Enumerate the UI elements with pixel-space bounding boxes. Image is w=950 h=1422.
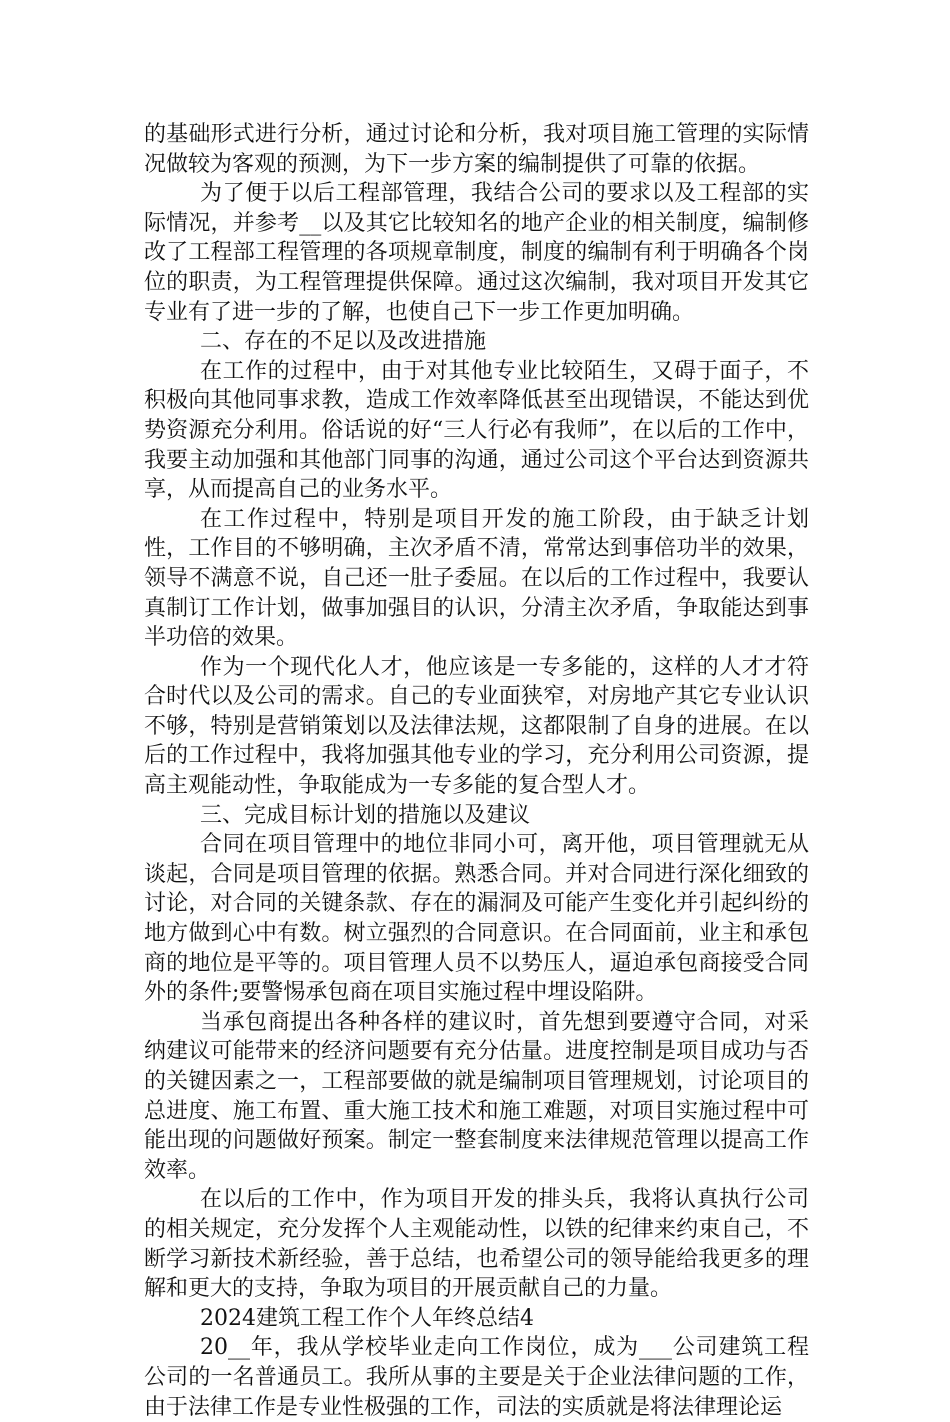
section-heading: 二、存在的不足以及改进措施 [200, 329, 487, 355]
section-title: 2024建筑工程工作个人年终总结4 [200, 1305, 534, 1331]
paragraph: 在工作的过程中，由于对其他专业比较陌生，又碍于面子，不积极向其他同事求教，造成工作效率降低甚至出现错误，不能达到优势资源充分利用。俗话说的好“三人行必有我师”，在以后的工作中，我要主动加强和其他部门同事的沟通，通过公司这个平台达到资源共享，从而提高自己的业务水平。 [144, 358, 809, 503]
paragraph: 当承包商提出各种各样的建议时，首先想到要遵守合同，对采纳建议可能带来的经济问题要有充分估量。进度控制是项目成功与否的关键因素之一，工程部要做的就是编制项目管理规划，讨论项目的总进度、施工布置、重大施工技术和施工难题，对项目实施过程中可能出现的问题做好预案。制定一整套制度来法律规范管理以提高工作效率。 [144, 1009, 809, 1183]
paragraph: 的基础形式进行分析，通过讨论和分析，我对项目施工管理的实际情况做较为客观的预测，为下一步方案的编制提供了可靠的依据。 [144, 122, 809, 177]
paragraph: 在工作过程中，特别是项目开发的施工阶段，由于缺乏计划性，工作目的不够明确，主次矛盾不清，常常达到事倍功半的效果，领导不满意不说，自己还一肚子委屈。在以后的工作过程中，我要认真制订工作计划，做事加强目的认识，分清主次矛盾，争取能达到事半功倍的效果。 [144, 506, 809, 651]
paragraph: 为了便于以后工程部管理，我结合公司的要求以及工程部的实际情况，并参考__以及其它比较知名的地产企业的相关制度，编制修改了工程部工程管理的各项规章制度，制度的编制有利于明确各个岗位的职责，为工程管理提供保障。通过这次编制，我对项目开发其它专业有了进一步的了解，也使自己下一步工作更加明确。 [144, 181, 809, 325]
paragraph: 合同在项目管理中的地位非同小可，离开他，项目管理就无从谈起，合同是项目管理的依据。熟悉合同。并对合同进行深化细致的讨论，对合同的关键条款、存在的漏洞及可能产生变化并引起纠纷的地方做到心中有数。树立强烈的合同意识。在合同面前，业主和承包商的地位是平等的。项目管理人员不以势压人，逼迫承包商接受合同外的条件;要警惕承包商在项目实施过程中埋设陷阱。 [144, 832, 809, 1006]
document-page [144, 120, 809, 1422]
paragraph: 在以后的工作中，作为项目开发的排头兵，我将认真执行公司的相关规定，充分发挥个人主观能动性，以铁的纪律来约束自己，不断学习新技术新经验，善于总结，也希望公司的领导能给我更多的理解和更大的支持，争取为项目的开展贡献自己的力量。 [144, 1187, 809, 1302]
paragraph: 作为一个现代化人才，他应该是一专多能的，这样的人才才符合时代以及公司的需求。自己的专业面狭窄，对房地产其它专业认识不够，特别是营销策划以及法律法规，这都限制了自身的进展。在以后的工作过程中，我将加强其他专业的学习，充分利用公司资源，提高主观能动性，争取能成为一专多能的复合型人才。 [144, 654, 809, 799]
section-heading: 三、完成目标计划的措施以及建议 [200, 802, 531, 828]
paragraph: 20__年，我从学校毕业走向工作岗位，成为___公司建筑工程公司的一名普通员工。我所从事的主要是关于企业法律问题的工作，由于法律工作是专业性极强的工作，司法的实质就是将法律理论运 [144, 1335, 809, 1420]
